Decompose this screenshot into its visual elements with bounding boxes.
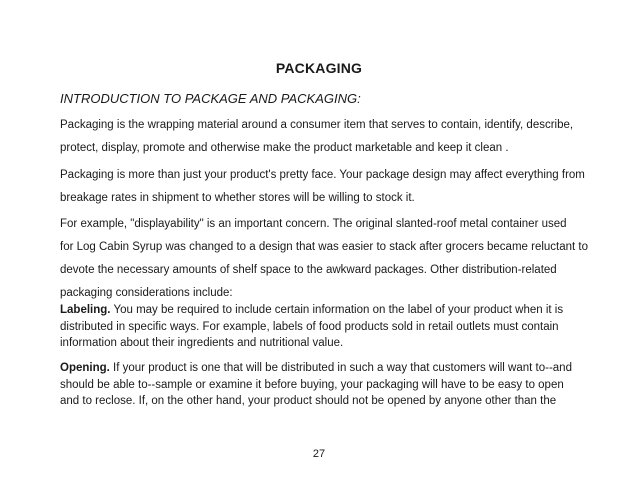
paragraph-line: Packaging is the wrapping material around a consumer item that serves to contain, identify, describe, [60, 119, 574, 131]
paragraph-line: distributed in specific ways. For example, labels of food products sold in retail outlets must contain [60, 320, 559, 333]
paragraph-labeling [60, 302, 590, 352]
paragraph-line: information about their ingredients and nutritional value. [60, 337, 344, 349]
section-subtitle: INTRODUCTION TO PACKAGE AND PACKAGING: [60, 91, 361, 106]
opening-lead: Opening. [60, 362, 110, 374]
labeling-text: You may be required to include certain information on the label of your product when it is [110, 304, 564, 316]
paragraph-line: for Log Cabin Syrup was changed to a design that was easier to stack after grocers became reluctant to [60, 241, 589, 253]
paragraph-design [60, 164, 590, 210]
labeling-lead: Labeling. [60, 304, 111, 316]
paragraph-line: Packaging is more than just your product's pretty face. Your package design may affect everything from [60, 169, 585, 181]
page-number: 27 [312, 448, 326, 460]
paragraph-line: packaging considerations include: [60, 287, 233, 299]
paragraph-example [60, 213, 590, 305]
paragraph-line: For example, "displayability" is an important concern. The original slanted-roof metal container used [60, 218, 567, 230]
page-title: PACKAGING [275, 60, 363, 76]
paragraph-line: devote the necessary amounts of shelf space to the awkward packages. Other distribution-related [60, 264, 557, 276]
paragraph-line: protect, display, promote and otherwise make the product marketable and keep it clean . [60, 142, 509, 154]
paragraph-line: breakage rates in shipment to whether stores will be willing to stock it. [60, 192, 415, 204]
paragraph-line: and to reclose. If, on the other hand, your product should not be opened by anyone other than the [60, 395, 557, 407]
opening-text: If your product is one that will be distributed in such a way that customers will want to--and [109, 362, 572, 374]
paragraph-definition [60, 114, 590, 160]
paragraph-opening [60, 360, 590, 410]
paragraph-line: should be able to--sample or examine it before buying, your packaging will have to be easy to open [60, 378, 564, 391]
paragraph-line [60, 302, 590, 319]
paragraph-line [60, 360, 590, 377]
